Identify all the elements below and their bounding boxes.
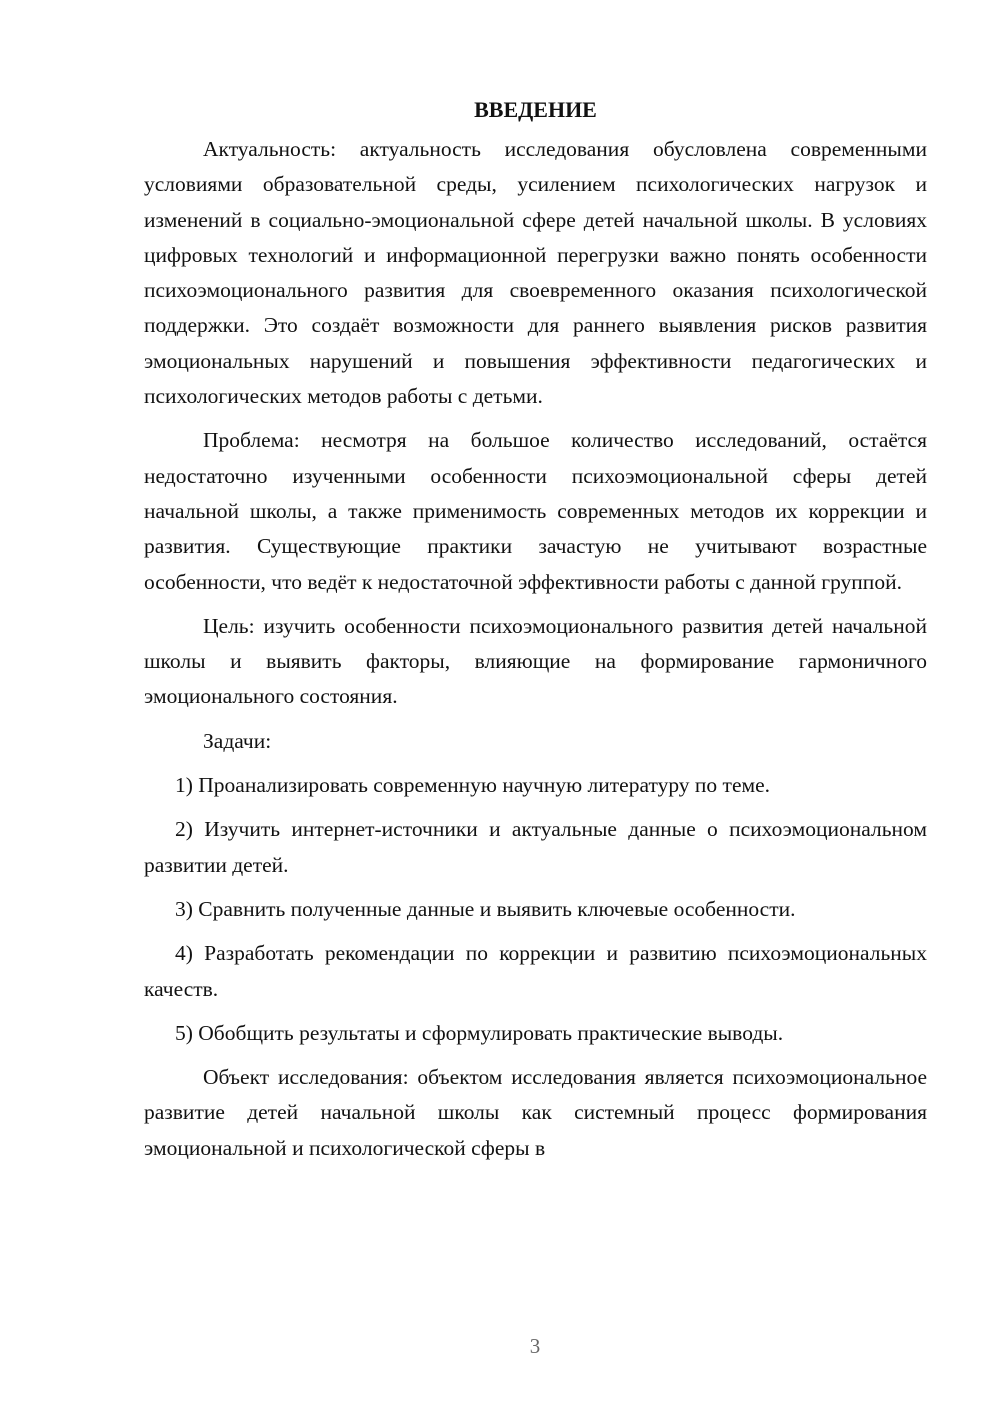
task-item-5: 5) Обобщить результаты и сформулировать практические выводы. <box>175 1020 784 1045</box>
task-item-4: 4) Разработать рекомендации по коррекции и развитию психоэмоциональных качеств. <box>144 941 927 1001</box>
paragraph-relevance: Актуальность: актуальность исследования обусловлена современными условиями образовательной среды, усилением психологических нагрузок и изменений в социально-эмоциональной сфере детей начальной школы. В условиях цифровых технологий и информационной перегрузки важно понять особенности психоэмоционального развития для своевременного оказания психологической поддержки. Это создаёт возможности для раннего выявления рисков развития эмоциональных нарушений и повышения эффективности педагогических и психологических методов работы с детьми. <box>144 137 927 409</box>
page-title: ВВЕДЕНИЕ <box>474 97 597 122</box>
tasks-heading: Задачи: <box>203 728 272 753</box>
document-page <box>144 96 927 1175</box>
task-item-1: 1) Проанализировать современную научную литературу по теме. <box>175 773 771 798</box>
task-item-3: 3) Сравнить полученные данные и выявить ключевые особенности. <box>175 896 796 921</box>
paragraph-goal: Цель: изучить особенности психоэмоционального развития детей начальной школы и выявить факторы, влияющие на формирование гармоничного эмоционального состояния. <box>144 613 927 709</box>
page-number: 3 <box>529 1334 541 1358</box>
paragraph-object: Объект исследования: объектом исследования является психоэмоциональное развитие детей начальной школы как системный процесс формирования эмоциональной и психологической сферы в <box>144 1065 927 1160</box>
task-item-2: 2) Изучить интернет-источники и актуальные данные о психоэмоциональном развитии детей. <box>144 817 927 877</box>
paragraph-problem: Проблема: несмотря на большое количество исследований, остаётся недостаточно изученными особенности психоэмоциональной сферы детей начальной школы, а также применимость современных методов их коррекции и развития. Существующие практики зачастую не учитывают возрастные особенности, что ведёт к недостаточной эффективности работы с данной группой. <box>144 428 927 594</box>
